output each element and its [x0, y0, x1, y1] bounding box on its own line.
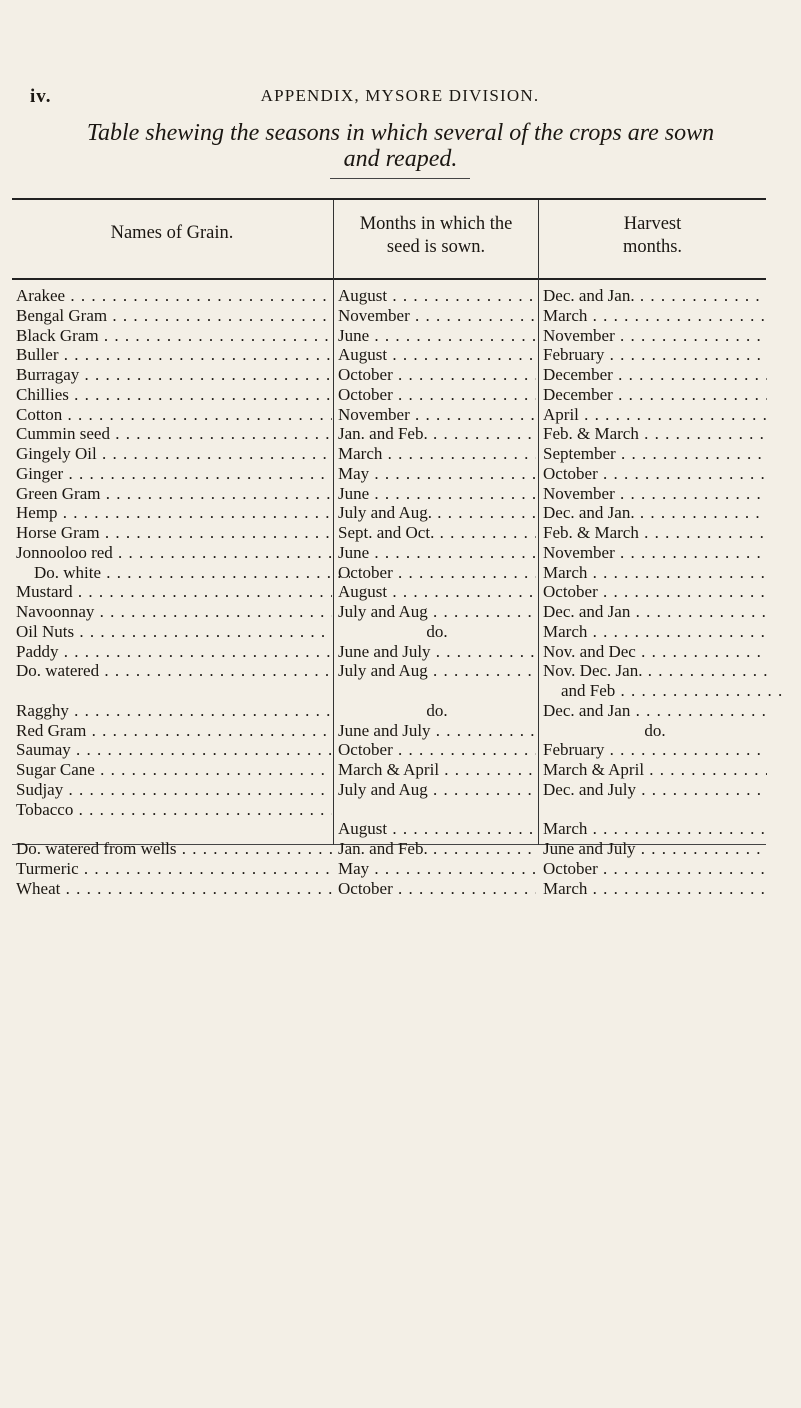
sowing-months-cell: May . . . — [338, 859, 536, 879]
grain-name-cell: Black Gram . . . — [16, 326, 332, 346]
harvest-months-cell: September . . . — [543, 444, 767, 464]
sowing-months-cell: June and July . . . — [338, 642, 536, 662]
grain-name-cell: Turmeric . . . — [16, 859, 332, 879]
header-names-of-grain — [12, 222, 332, 245]
grain-name-cell: Saumay . . . — [16, 740, 332, 760]
table-row — [12, 582, 768, 602]
header-harvest-line-2: months. — [622, 237, 683, 257]
table-row — [12, 326, 768, 346]
header-months-sown — [334, 213, 538, 259]
table-row — [12, 345, 768, 365]
grain-name-cell: Do. watered from wells . . . — [16, 839, 332, 859]
table-row — [12, 424, 768, 444]
table-row — [12, 800, 768, 820]
grain-name-cell: Buller . . . — [16, 345, 332, 365]
harvest-months-cell: March . . . — [543, 306, 767, 326]
harvest-months-cell: March . . . — [543, 563, 767, 583]
harvest-months-cell: Dec. and July . . . — [543, 780, 767, 800]
grain-name-cell: Arakee . . . — [16, 286, 332, 306]
grain-name-cell: Burragay . . . — [16, 365, 332, 385]
sowing-months-cell: July and Aug . . . — [338, 602, 536, 622]
harvest-months-cell: February . . . — [543, 345, 767, 365]
grain-name-cell: Mustard . . . — [16, 582, 332, 602]
sowing-months-cell: March & April . . . — [338, 760, 536, 780]
sowing-months-cell: do. — [426, 700, 448, 720]
table-row — [12, 484, 768, 504]
sowing-months-cell: August . . . — [338, 345, 536, 365]
grain-name-cell: Hemp . . . — [16, 503, 332, 523]
table-row — [12, 286, 768, 306]
sowing-months-cell: Jan. and Feb. . . . — [338, 839, 536, 859]
grain-name-cell: Ginger . . . — [16, 464, 332, 484]
grain-name-cell: Horse Gram . . . — [16, 523, 332, 543]
harvest-months-cell: December . . . — [543, 365, 767, 385]
harvest-months-cell: Dec. and Jan . . . — [543, 701, 767, 721]
harvest-months-cell: November . . . — [543, 543, 767, 563]
sowing-months-cell: June . . . — [338, 326, 536, 346]
table-body — [12, 286, 768, 898]
harvest-months-cell: Nov. Dec. Jan. . . . — [543, 661, 767, 681]
header-sown-line-1: Months in which the — [359, 214, 513, 234]
sowing-months-cell: August . . . — [338, 582, 536, 602]
table-row — [12, 523, 768, 543]
harvest-months-cell: and Feb . . . — [543, 681, 785, 701]
grain-name-cell: Wheat . . . — [16, 879, 332, 899]
header-harvest-line-1: Harvest — [623, 214, 682, 234]
harvest-months-cell: October . . . — [543, 582, 767, 602]
sowing-months-cell: March . . . — [338, 444, 536, 464]
table-row — [12, 681, 768, 701]
grain-name-cell: Bengal Gram . . . — [16, 306, 332, 326]
sowing-months-cell: October . . . — [338, 385, 536, 405]
harvest-months-cell: do. — [644, 720, 666, 740]
table-row — [12, 721, 768, 741]
grain-name-cell: Sudjay . . . — [16, 780, 332, 800]
harvest-months-cell: October . . . — [543, 859, 767, 879]
grain-name-cell: Green Gram . . . — [16, 484, 332, 504]
harvest-months-cell: Feb. & March . . . — [543, 523, 767, 543]
harvest-months-cell: Feb. & March . . . — [543, 424, 767, 444]
sowing-months-cell: November . . . — [338, 306, 536, 326]
table-top-rule — [12, 198, 766, 200]
table-title-line-2: and reaped. — [343, 146, 458, 172]
grain-name-cell: Do. white . . . — [16, 563, 350, 583]
harvest-months-cell: March . . . — [543, 819, 767, 839]
harvest-months-cell: Dec. and Jan. . . . — [543, 286, 767, 306]
harvest-months-cell: November . . . — [543, 484, 767, 504]
harvest-months-cell: February . . . — [543, 740, 767, 760]
harvest-months-cell: November . . . — [543, 326, 767, 346]
header-harvest-months — [539, 213, 766, 259]
harvest-months-cell: Dec. and Jan. . . . — [543, 503, 767, 523]
sowing-months-cell: June . . . — [338, 543, 536, 563]
sowing-months-cell: November . . . — [338, 405, 536, 425]
sowing-months-cell: Jan. and Feb. . . . — [338, 424, 536, 444]
sowing-months-cell: June . . . — [338, 484, 536, 504]
table-row — [12, 819, 768, 839]
running-head — [30, 86, 770, 112]
table-row — [12, 602, 768, 622]
harvest-months-cell: March . . . — [543, 879, 767, 899]
sowing-months-cell: August . . . — [338, 286, 536, 306]
grain-name-cell: Sugar Cane . . . — [16, 760, 332, 780]
sowing-months-cell: August . . . — [338, 819, 536, 839]
grain-name-cell: Do. watered . . . — [16, 661, 332, 681]
grain-name-cell: Navoonnay . . . — [16, 602, 332, 622]
grain-name-cell: Tobacco . . . — [16, 800, 332, 820]
harvest-months-cell: March & April . . . — [543, 760, 767, 780]
table-row — [12, 661, 768, 681]
grain-name-cell: Cotton . . . — [16, 405, 332, 425]
table-row — [12, 365, 768, 385]
harvest-months-cell: October . . . — [543, 464, 767, 484]
sowing-months-cell: October . . . — [338, 879, 536, 899]
sowing-months-cell: do. — [426, 621, 448, 641]
table-title-line-1: Table shewing the seasons in which several of the crops are sown — [86, 120, 715, 146]
grain-name-cell: Jonnooloo red . . . — [16, 543, 332, 563]
sowing-months-cell: June and July . . . — [338, 721, 536, 741]
table-row — [12, 839, 768, 859]
grain-name-cell: Paddy . . . — [16, 642, 332, 662]
table-row — [12, 859, 768, 879]
harvest-months-cell: December . . . — [543, 385, 767, 405]
sowing-months-cell: October . . . — [338, 740, 536, 760]
table-row — [12, 622, 768, 642]
table-row — [12, 563, 768, 583]
header-sown-line-2: seed is sown. — [386, 237, 486, 257]
table-row — [12, 405, 768, 425]
table-row — [12, 760, 768, 780]
table-row — [12, 306, 768, 326]
table-row — [12, 444, 768, 464]
grain-name-cell: Gingely Oil . . . — [16, 444, 332, 464]
table-row — [12, 701, 768, 721]
sowing-months-cell: October . . . — [338, 365, 536, 385]
table-row — [12, 780, 768, 800]
grain-name-cell: Red Gram . . . — [16, 721, 332, 741]
title-divider — [330, 178, 470, 179]
harvest-months-cell: Dec. and Jan . . . — [543, 602, 767, 622]
table-row — [12, 543, 768, 563]
table-row — [12, 503, 768, 523]
grain-name-cell: Oil Nuts . . . — [16, 622, 332, 642]
sowing-months-cell: May . . . — [338, 464, 536, 484]
table-header-rule — [12, 278, 766, 280]
harvest-months-cell: Nov. and Dec . . . — [543, 642, 767, 662]
header-names-text: Names of Grain. — [110, 223, 234, 243]
table-row — [12, 385, 768, 405]
sowing-months-cell: October . . . — [338, 563, 536, 583]
harvest-months-cell: April . . . — [543, 405, 767, 425]
table-row — [12, 740, 768, 760]
grain-name-cell: Chillies . . . — [16, 385, 332, 405]
harvest-months-cell: June and July . . . — [543, 839, 767, 859]
sowing-months-cell: July and Aug . . . — [338, 661, 536, 681]
sowing-months-cell: July and Aug. . . . — [338, 503, 536, 523]
grain-name-cell: Cummin seed . . . — [16, 424, 332, 444]
sowing-months-cell: July and Aug . . . — [338, 780, 536, 800]
table-row — [12, 879, 768, 899]
grain-name-cell: Ragghy . . . — [16, 701, 332, 721]
running-head-title: APPENDIX, MYSORE DIVISION. — [260, 86, 540, 105]
table-row — [12, 464, 768, 484]
harvest-months-cell: March . . . — [543, 622, 767, 642]
table-row — [12, 642, 768, 662]
sowing-months-cell: Sept. and Oct. . . . — [338, 523, 536, 543]
page-number: iv. — [30, 86, 52, 107]
